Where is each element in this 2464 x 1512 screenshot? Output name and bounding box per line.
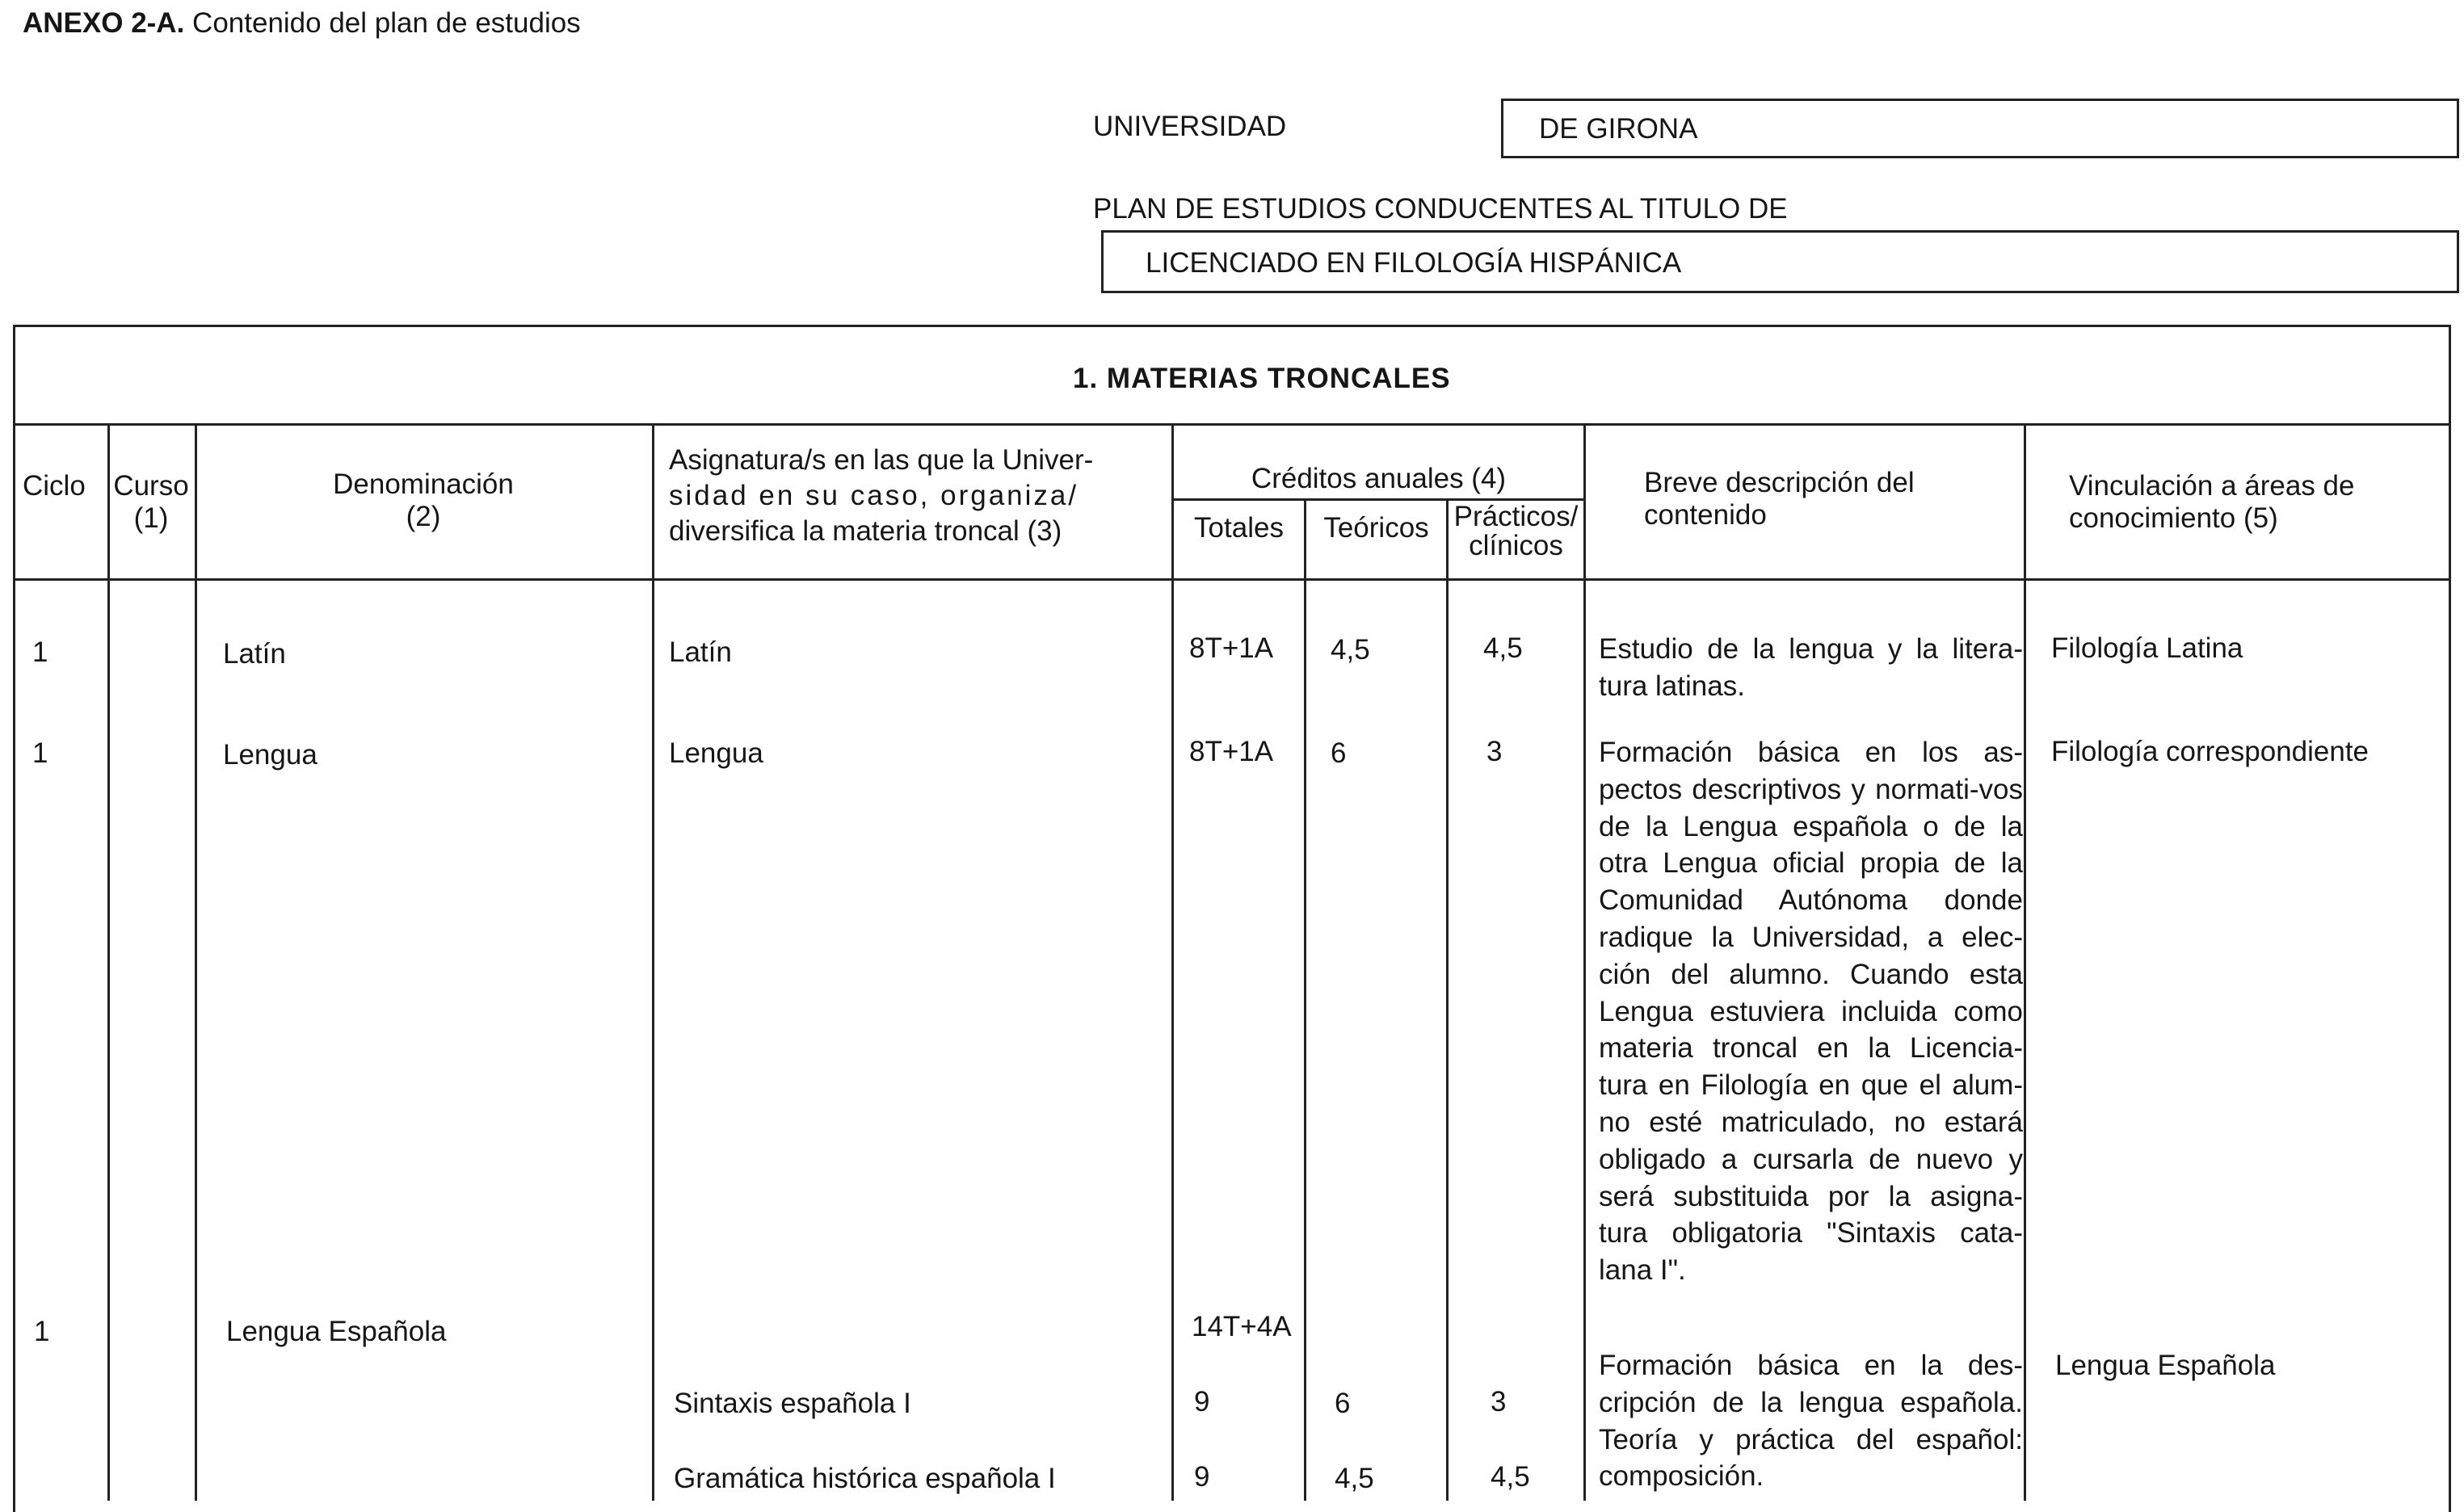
row-latin-descripcion: Estudio de la lengua y la litera-tura latinas. bbox=[1599, 633, 2023, 702]
section-title: 1. MATERIAS TRONCALES bbox=[1073, 363, 1451, 394]
plan-label: PLAN DE ESTUDIOS CONDUCENTES AL TITULO DE bbox=[1093, 193, 1788, 225]
subject-sintaxis-teoricos: 6 bbox=[1335, 1388, 1351, 1419]
row-latin-ciclo: 1 bbox=[32, 636, 48, 668]
row-lengua-ciclo: 1 bbox=[32, 737, 48, 769]
col-divider-asignaturas bbox=[1171, 423, 1174, 1501]
col-divider-ciclo bbox=[107, 423, 110, 1501]
annex-heading bbox=[23, 6, 581, 40]
header-bottom-line bbox=[13, 578, 2451, 581]
annex-label: ANEXO 2-A. bbox=[23, 7, 185, 39]
header-totales: Totales bbox=[1194, 512, 1284, 544]
subject-gramatica-practicos: 4,5 bbox=[1491, 1461, 1530, 1493]
row-lengua-espanola-denominacion: Lengua Española bbox=[226, 1316, 447, 1347]
degree-title-box bbox=[1101, 230, 2459, 293]
subject-gramatica-asignatura: Gramática histórica española I bbox=[674, 1463, 1056, 1494]
header-teoricos: Teóricos bbox=[1323, 512, 1429, 544]
university-box bbox=[1501, 99, 2459, 158]
header-curso: Curso (1) bbox=[113, 470, 189, 534]
row-lengua-asignatura: Lengua bbox=[669, 737, 763, 769]
row-lengua-espanola-ciclo: 1 bbox=[34, 1316, 50, 1347]
subject-sintaxis-practicos: 3 bbox=[1491, 1386, 1507, 1418]
university-value: DE GIRONA bbox=[1539, 113, 1698, 145]
row-lengua-espanola-totales: 14T+4A bbox=[1192, 1311, 1292, 1342]
col-divider-denominacion bbox=[652, 423, 654, 1501]
row-latin-denominacion: Latín bbox=[223, 638, 286, 670]
row-latin-asignatura: Latín bbox=[669, 636, 732, 668]
row-lengua-teoricos: 6 bbox=[1331, 737, 1347, 769]
col-divider-creditos bbox=[1583, 423, 1586, 1501]
annex-text: Contenido del plan de estudios bbox=[192, 7, 581, 39]
col-divider-teoricos bbox=[1446, 498, 1449, 1501]
university-label: UNIVERSIDAD bbox=[1093, 111, 1287, 142]
row-lengua-vinculacion: Filología correspondiente bbox=[2051, 736, 2369, 767]
row-lengua-espanola-vinculacion: Lengua Española bbox=[2055, 1350, 2276, 1381]
header-ciclo: Ciclo bbox=[23, 470, 86, 502]
subject-gramatica-totales: 9 bbox=[1194, 1461, 1210, 1493]
subject-gramatica-teoricos: 4,5 bbox=[1335, 1463, 1374, 1494]
row-latin-teoricos: 4,5 bbox=[1331, 634, 1370, 666]
section-divider bbox=[13, 423, 2451, 426]
row-lengua-denominacion: Lengua bbox=[223, 739, 317, 771]
row-latin-totales: 8T+1A bbox=[1189, 632, 1274, 664]
row-lengua-practicos: 3 bbox=[1486, 736, 1503, 767]
header-vinculacion: Vinculación a áreas de conocimiento (5) bbox=[2069, 470, 2355, 534]
subject-sintaxis-asignatura: Sintaxis española I bbox=[674, 1388, 911, 1419]
row-lengua-totales: 8T+1A bbox=[1189, 736, 1274, 767]
col-divider-descripcion bbox=[2024, 423, 2026, 1501]
row-latin-vinculacion: Filología Latina bbox=[2051, 632, 2243, 664]
degree-title: LICENCIADO EN FILOLOGÍA HISPÁNICA bbox=[1146, 247, 1682, 279]
subject-sintaxis-totales: 9 bbox=[1194, 1386, 1210, 1418]
header-asignaturas: Asignatura/s en las que la Univer- sidad en su caso, organiza/ diversifica la materia troncal (3) bbox=[669, 444, 1094, 547]
header-practicos: Prácticos/ clínicos bbox=[1453, 501, 1579, 561]
header-descripcion: Breve descripción del contenido bbox=[1644, 467, 1915, 531]
col-divider-curso bbox=[195, 423, 197, 1501]
row-latin-practicos: 4,5 bbox=[1483, 632, 1523, 664]
col-divider-totales bbox=[1304, 498, 1306, 1501]
row-lengua-descripcion: Formación básica en los as-pectos descriptivos y normati-vos de la Lengua española o de la otra Lengua oficial propia de la Comunidad Autónoma donde radique la Universidad, a elec-ción del alumno. Cuando esta Lengua estuviera incluida como materia troncal en la Licencia-tura en Filología en que el alum-no esté matriculado, no estará obligado a cursarla de nuevo y será substituida por la asigna-tura obligatoria "Sintaxis cata-lana I". bbox=[1599, 737, 2023, 1287]
header-denominacion: Denominación (2) bbox=[333, 468, 514, 532]
header-creditos: Créditos anuales (4) bbox=[1251, 463, 1507, 494]
row-lengua-espanola-descripcion: Formación básica en la des-cripción de la lengua española. Teoría y práctica del español: composición. bbox=[1599, 1350, 2023, 1493]
